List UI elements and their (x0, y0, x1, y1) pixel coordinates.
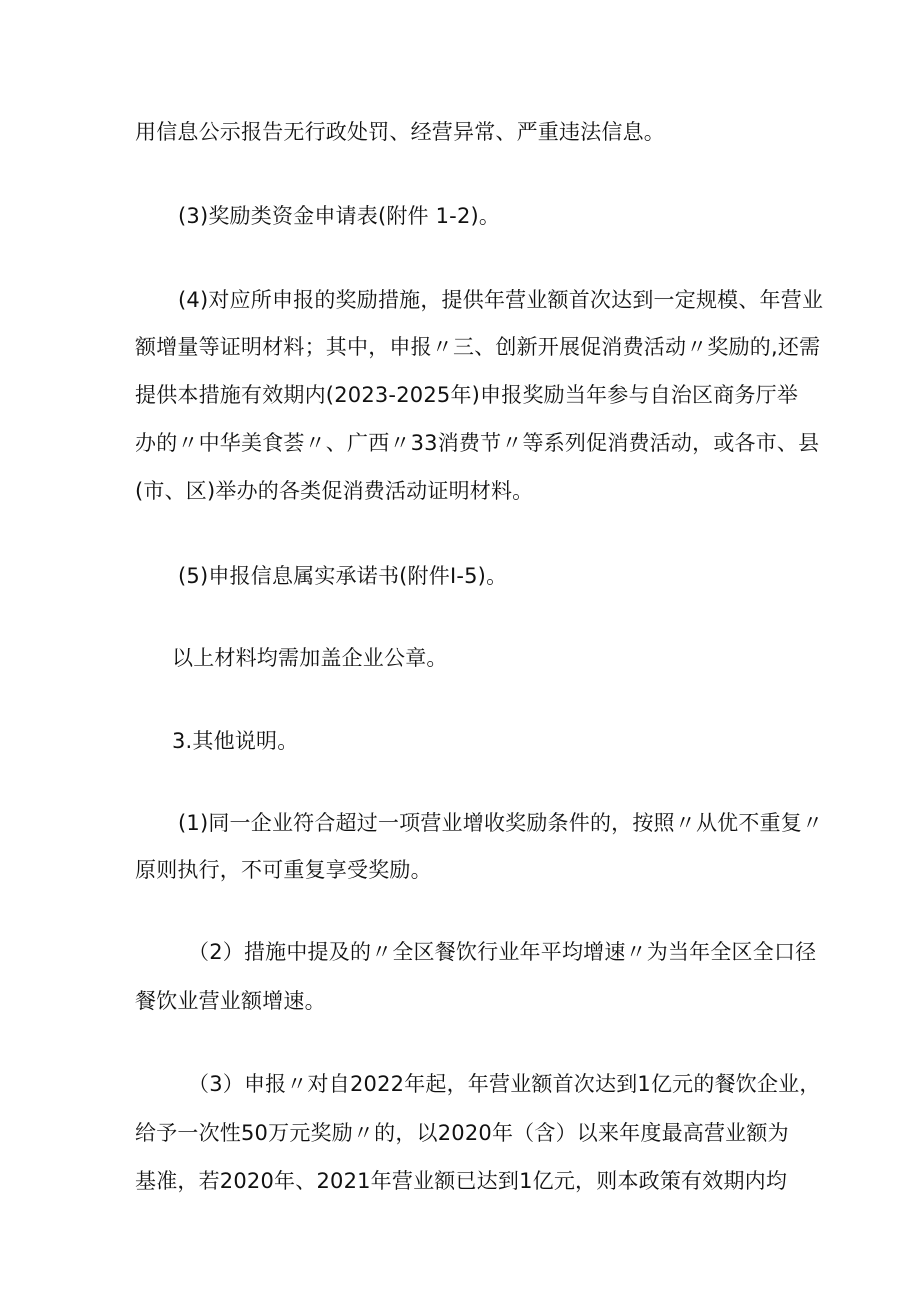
paragraph-line: 办的〃中华美食荟〃、广西〃33消费节〃等系列促消费活动，或各市、县 (135, 431, 820, 455)
paragraph-line: 额增量等证明材料；其中，申报〃三、创新开展促消费活动〃奖励的,还需 (135, 335, 821, 359)
paragraph-line: 以上材料均需加盖企业公章。 (172, 646, 448, 670)
paragraph-line: (4)对应所申报的奖励措施，提供年营业额首次达到一定规模、年营业 (178, 288, 824, 312)
paragraph-line: 原则执行，不可重复享受奖励。 (135, 858, 432, 882)
paragraph-line: （2）措施中提及的〃全区餐饮行业年平均增速〃为当年全区全口径 (188, 940, 817, 964)
section-heading: 3.其他说明。 (172, 729, 299, 753)
paragraph-line: (3)奖励类资金申请表(附件 1-2)。 (178, 204, 501, 228)
paragraph-line: 用信息公示报告无行政处罚、经营异常、严重违法信息。 (135, 120, 665, 144)
paragraph-line: (5)申报信息属实承诺书(附件I-5)。 (178, 564, 508, 588)
paragraph-line: （3）申报〃对自2022年起，年营业额首次达到1亿元的餐饮企业， (188, 1072, 821, 1096)
paragraph-line: 基准，若2020年、2021年营业额已达到1亿元，则本政策有效期内均 (135, 1169, 788, 1193)
paragraph-line: (1)同一企业符合超过一项营业增收奖励条件的，按照〃从优不重复〃 (178, 811, 824, 835)
paragraph-line: 提供本措施有效期内(2023-2025年)申报奖励当年参与自治区商务厅举 (135, 383, 799, 407)
paragraph-line: (市、区)举办的各类促消费活动证明材料。 (135, 479, 534, 503)
paragraph-line: 给予一次性50万元奖励〃的，以2020年（含）以来年度最高营业额为 (135, 1121, 789, 1145)
paragraph-line: 餐饮业营业额增速。 (135, 989, 326, 1013)
